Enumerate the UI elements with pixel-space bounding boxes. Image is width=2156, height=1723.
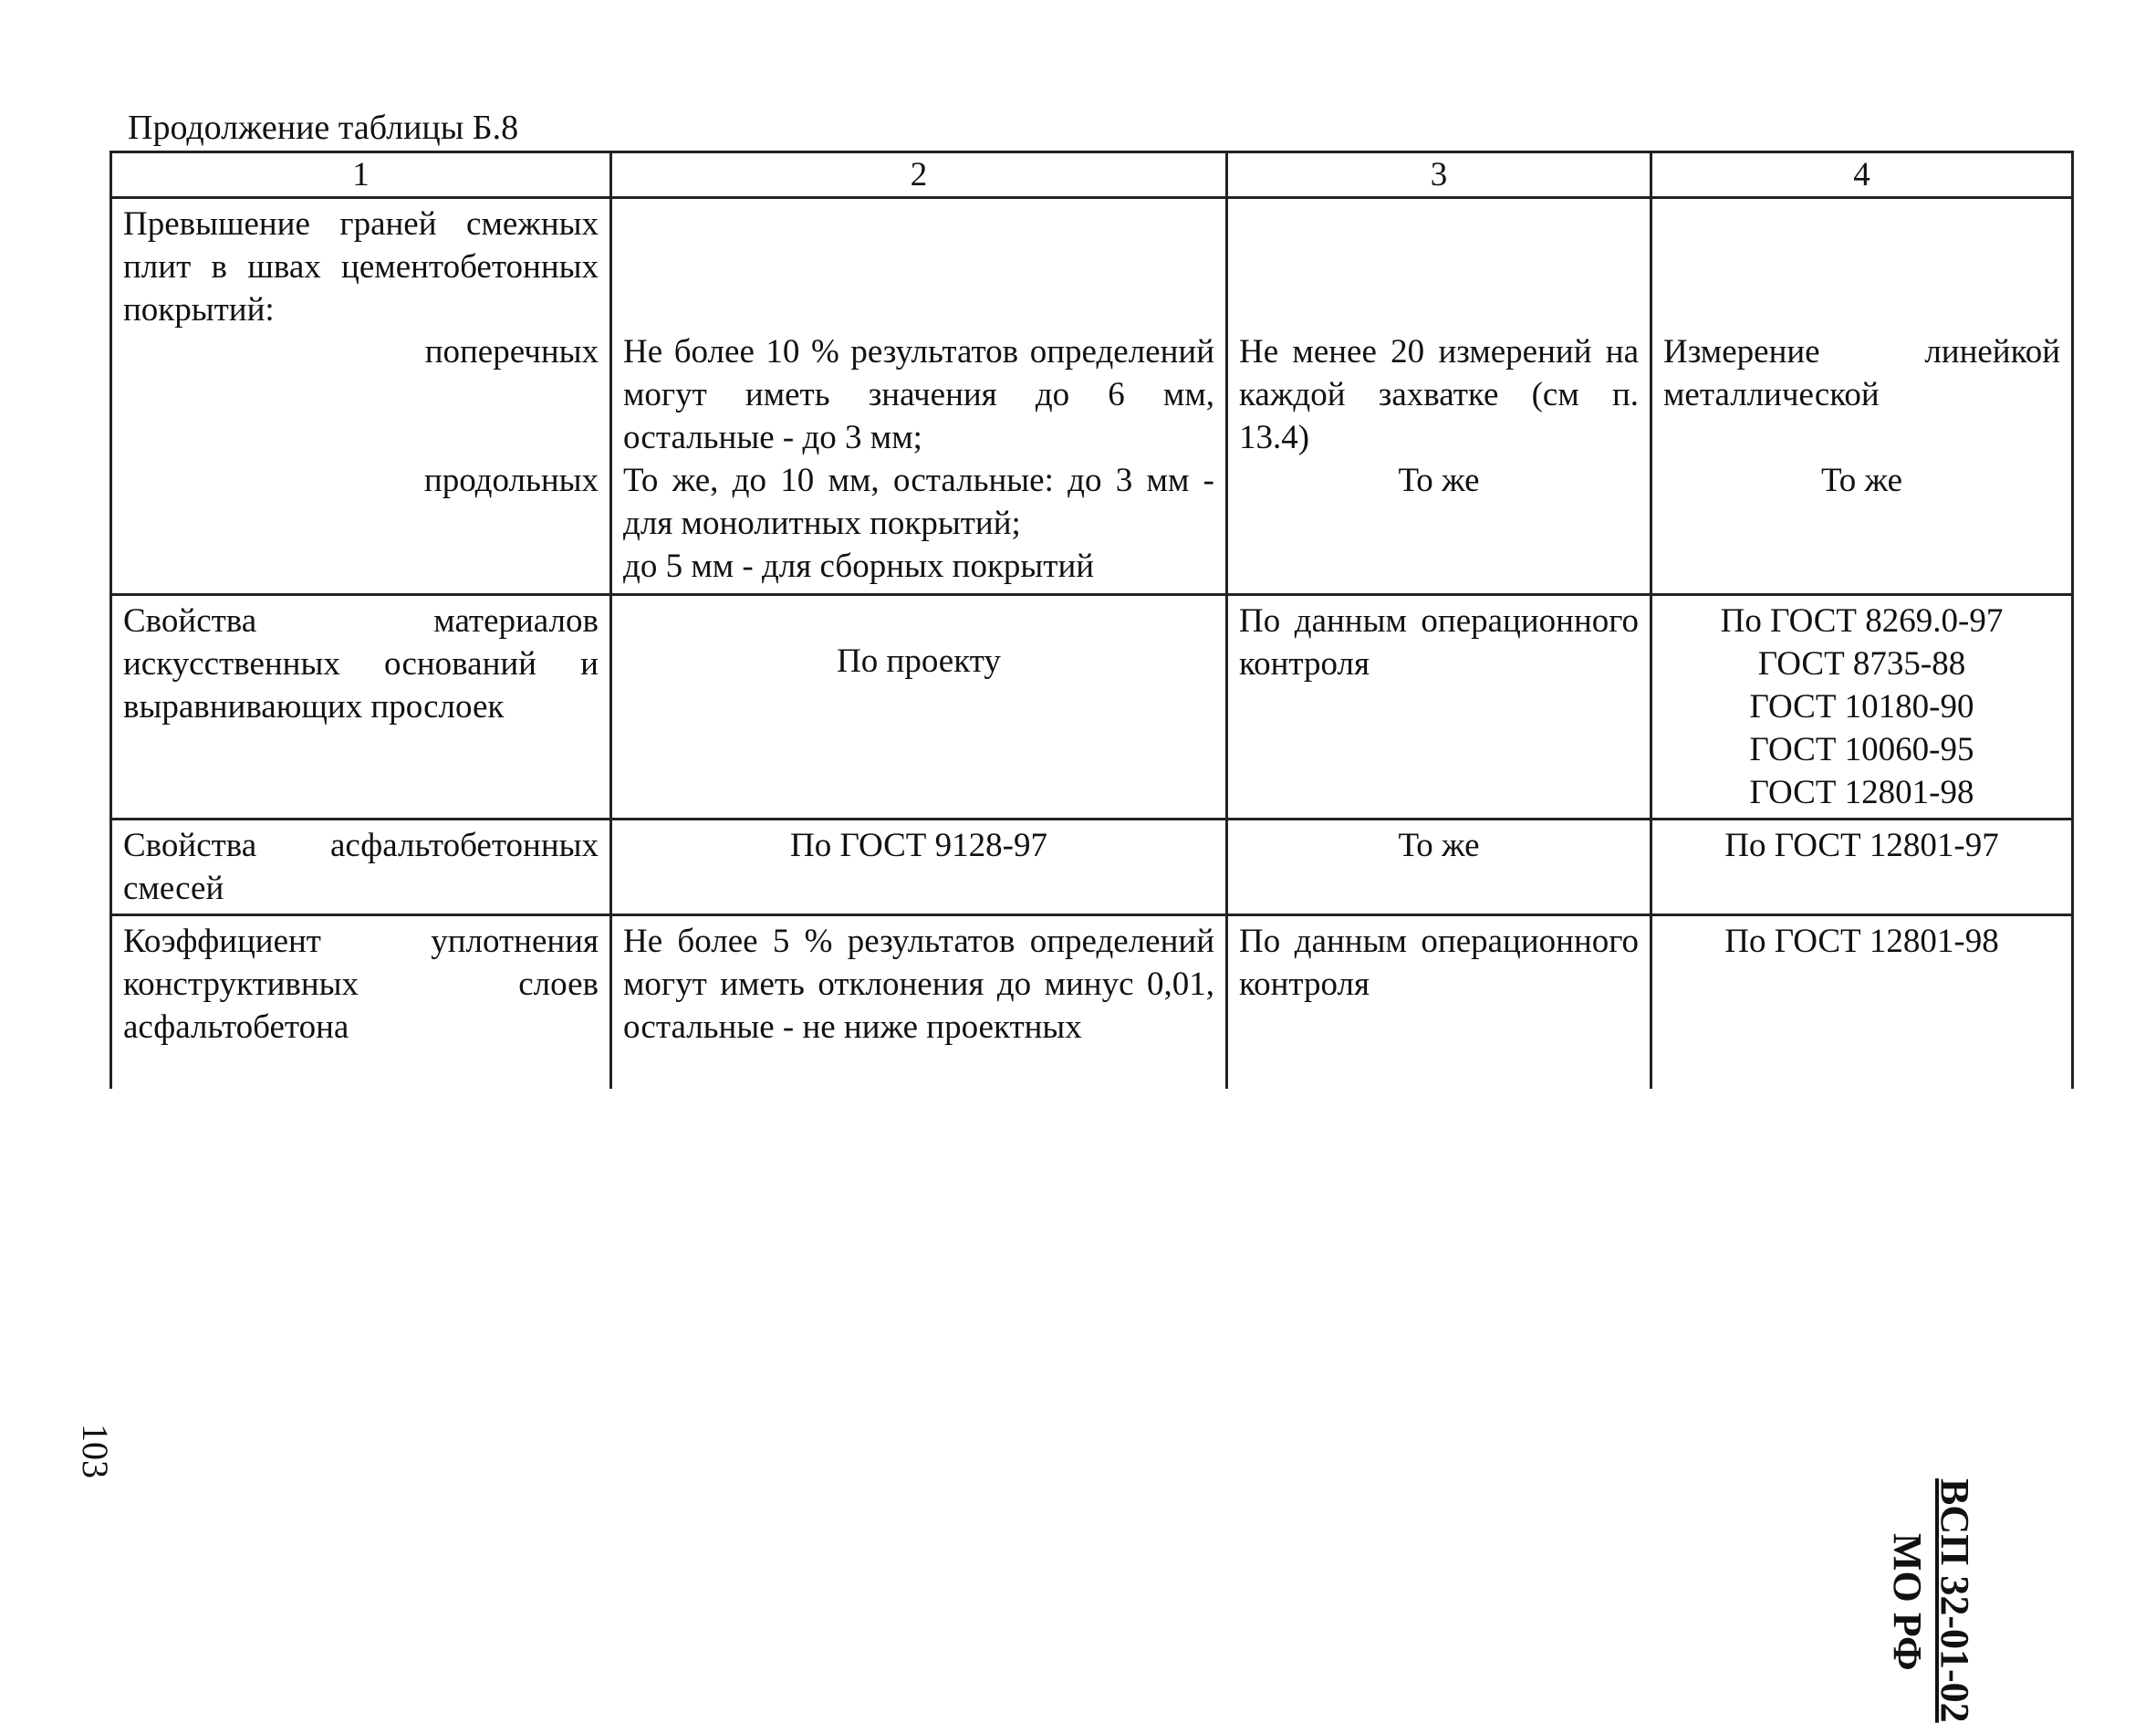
row1-parameter-transverse: поперечных <box>424 333 599 371</box>
column-header-2: 2 <box>611 152 1227 198</box>
row1-parameter-longitudinal: продольных <box>423 462 599 499</box>
table-header-row <box>111 152 2073 198</box>
row4-parameter-cell: Коэффициент уплотнения конструктивных слоев асфальтобетона <box>111 915 611 1089</box>
row1-volume-longitudinal: То же <box>1398 462 1480 499</box>
document-code-line1: ВСП 32-01-02 <box>1932 1478 1977 1723</box>
row2-parameter-cell: Свойства материалов искусственных оснований и выравнивающих прослоек <box>111 595 611 820</box>
row1-requirement-longitudinal: То же, до 10 мм, остальные: до 3 мм - для монолитных покрытий; до 5 мм - для сборных покрытий <box>623 462 1214 585</box>
row1-parameter-cell <box>111 198 611 595</box>
page-number: 103 <box>75 1424 116 1478</box>
row1-parameter-title: Превышение граней смежных плит в швах цементобетонных покрытий: <box>123 205 599 329</box>
row1-method-longitudinal: То же <box>1820 462 1903 499</box>
row1-method-cell <box>1651 198 2073 595</box>
column-header-4: 4 <box>1651 152 2073 198</box>
table-row <box>111 915 2073 1089</box>
column-header-3: 3 <box>1227 152 1651 198</box>
row1-volume-cell <box>1227 198 1651 595</box>
row3-requirement-cell: По ГОСТ 9128-97 <box>611 820 1227 915</box>
row4-volume-cell: По данным операционного контроля <box>1227 915 1651 1089</box>
row2-volume-cell: По данным операционного контроля <box>1227 595 1651 820</box>
row3-method-cell: По ГОСТ 12801-97 <box>1651 820 2073 915</box>
table-row <box>111 595 2073 820</box>
row1-method-transverse: Измерение линейкой металлической <box>1663 333 2060 413</box>
specification-table <box>109 151 2074 1089</box>
row1-requirement-transverse: Не более 10 % результатов определений могут иметь значения до 6 мм, остальные - до 3 мм; <box>623 333 1214 456</box>
row1-volume-transverse: Не менее 20 измерений на каждой захватке (см п. 13.4) <box>1239 333 1639 456</box>
row1-requirement-cell <box>611 198 1227 595</box>
document-code <box>1885 1259 2122 1723</box>
table-row <box>111 198 2073 595</box>
row4-method-cell: По ГОСТ 12801-98 <box>1651 915 2073 1089</box>
row3-volume-cell: То же <box>1227 820 1651 915</box>
row2-requirement-cell: По проекту <box>611 595 1227 820</box>
row4-requirement-cell: Не более 5 % результатов определений могут иметь отклонения до минус 0,01, остальные - не ниже проектных <box>611 915 1227 1089</box>
column-header-1: 1 <box>111 152 611 198</box>
row3-parameter-cell: Свойства асфальтобетонных смесей <box>111 820 611 915</box>
document-code-line2: МО РФ <box>1885 1533 1930 1671</box>
table-row <box>111 820 2073 915</box>
row2-method-cell: По ГОСТ 8269.0-97 ГОСТ 8735-88 ГОСТ 10180-90 ГОСТ 10060-95 ГОСТ 12801-98 <box>1651 595 2073 820</box>
table-caption: Продолжение таблицы Б.8 <box>128 109 519 147</box>
